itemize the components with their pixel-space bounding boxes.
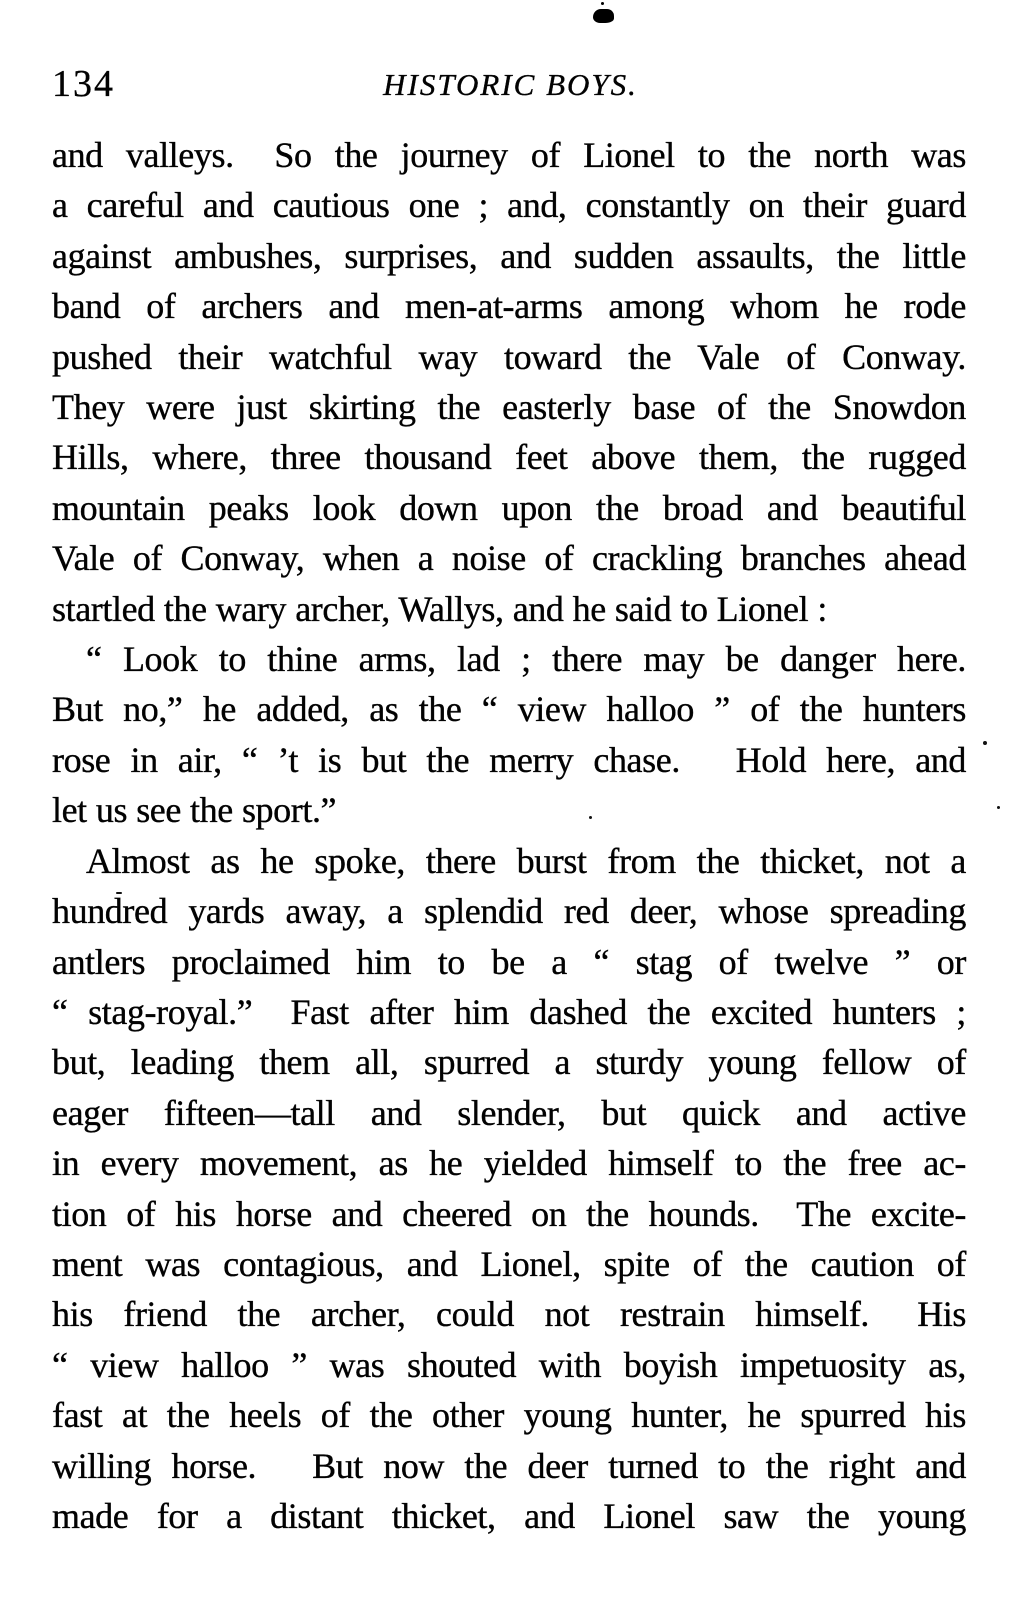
page-number: 134 [52, 63, 115, 105]
text-line: rose in air, “ ’t is but the merry chase. Hold here, and [52, 739, 966, 780]
text-line: his friend the archer, could not restrain himself. His [52, 1294, 966, 1335]
text-line: But no,” he added, as the “ view halloo ” of the hunters [52, 689, 966, 730]
text-line: “ Look to thine arms, lad ; there may be danger here. [86, 639, 966, 680]
running-header [0, 62, 1021, 108]
text-line: ment was contagious, and Lionel, spite of the caution of [52, 1243, 966, 1284]
text-line: “ view halloo ” was shouted with boyish impetuosity as, [52, 1344, 966, 1385]
text-line: They were just skirting the easterly base of the Snowdon [52, 387, 966, 428]
text-line: mountain peaks look down upon the broad and beautiful [52, 487, 966, 528]
body-text [52, 130, 966, 1541]
text-line: made for a distant thicket, and Lionel saw the young [52, 1495, 966, 1536]
text-line: against ambushes, surprises, and sudden assaults, the little [52, 235, 966, 276]
text-line: fast at the heels of the other young hunter, he spurred his [52, 1395, 966, 1436]
ink-smudge [593, 9, 614, 23]
text-line: hundred yards away, a splendid red deer, whose spreading [52, 891, 966, 932]
text-line: in every movement, as he yielded himself to the free ac- [52, 1143, 966, 1184]
running-title: HISTORIC BOYS. [383, 67, 638, 102]
text-line: pushed their watchful way toward the Vale of Conway. [52, 336, 966, 377]
text-line: Almost as he spoke, there burst from the thicket, not a [86, 840, 966, 881]
text-line: but, leading them all, spurred a sturdy young fellow of [52, 1042, 966, 1083]
text-line: and valleys. So the journey of Lionel to the north was [52, 135, 966, 175]
text-line: tion of his horse and cheered on the hounds. The excite- [52, 1193, 966, 1234]
text-line: eager fifteen—tall and slender, but quick and active [52, 1092, 966, 1133]
text-line: “ stag-royal.” Fast after him dashed the excited hunters ; [52, 991, 966, 1032]
text-line: willing horse. But now the deer turned to the right and [52, 1445, 966, 1486]
text-line: startled the wary archer, Wallys, and he said to Lionel : [52, 588, 827, 629]
text-line: Vale of Conway, when a noise of crackling branches ahead [52, 538, 966, 579]
text-line: Hills, where, three thousand feet above them, the rugged [52, 437, 966, 478]
ink-speck [983, 741, 987, 745]
text-line: antlers proclaimed him to be a “ stag of twelve ” or [52, 941, 966, 982]
text-line: let us see the sport.” [52, 790, 337, 831]
text-line: band of archers and men-at-arms among whom he rode [52, 286, 966, 327]
text-line: a careful and cautious one ; and, constantly on their guard [52, 185, 966, 226]
ink-speck [997, 806, 1000, 809]
